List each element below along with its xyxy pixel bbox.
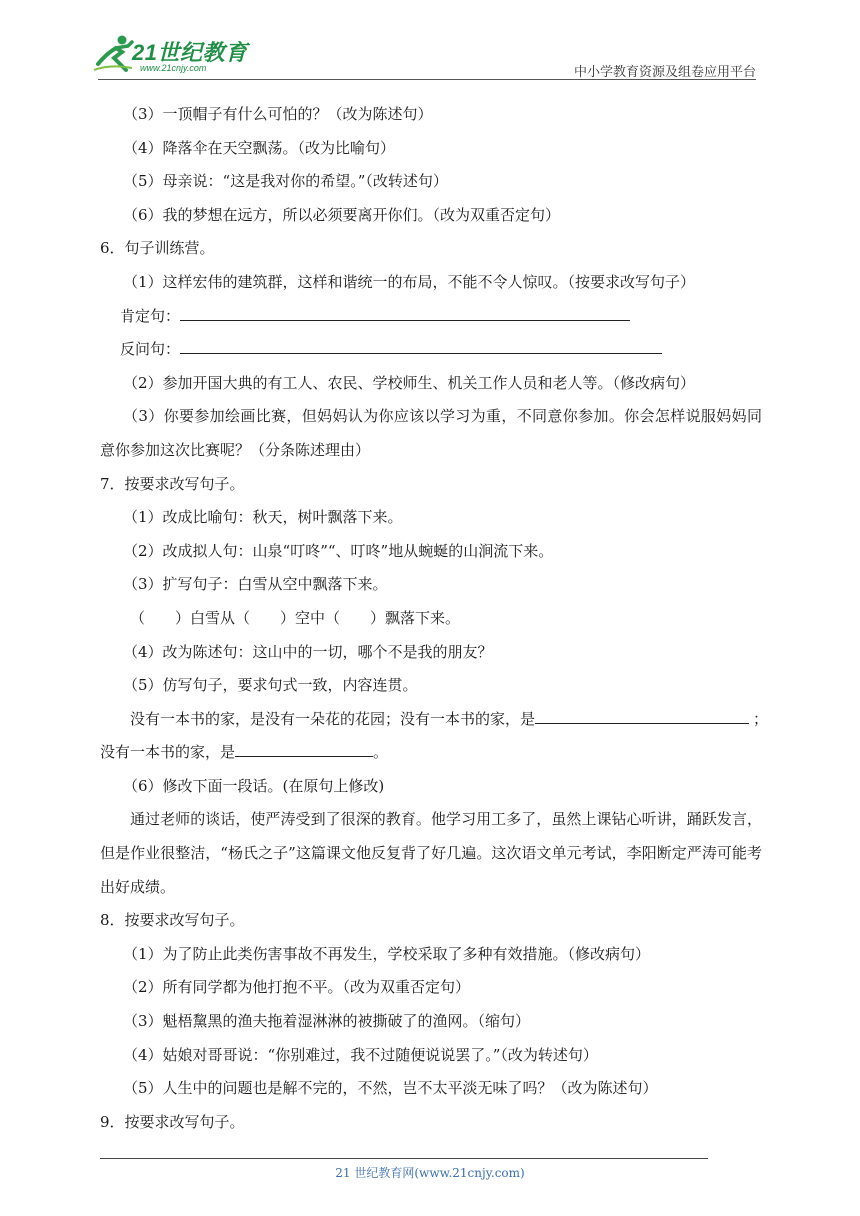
question-line: （4）改为陈述句：这山中的一切，哪个不是我的朋友？ bbox=[123, 642, 493, 661]
answer-blank[interactable] bbox=[180, 302, 630, 321]
question-line: （1）为了防止此类伤害事故不再发生，学校采取了多种有效措施。（修改病句） bbox=[123, 944, 651, 963]
question-line: （2）改成拟人句：山泉“叮咚”“、叮咚”地从蜿蜒的山涧流下来。 bbox=[123, 541, 554, 560]
answer-line bbox=[100, 333, 762, 367]
answer-line bbox=[100, 300, 762, 334]
question-line: （5）母亲说：“这是我对你的希望。”（改转述句） bbox=[123, 172, 448, 191]
site-logo bbox=[92, 34, 262, 78]
question-line: （2）所有同学都为他打抱不平。（改为双重否定句） bbox=[123, 978, 471, 997]
question-line: （3）魁梧黧黑的渔夫拖着湿淋淋的被撕破了的渔网。（缩句） bbox=[123, 1012, 531, 1031]
question-line: （5）仿写句子，要求句式一致，内容连贯。 bbox=[123, 676, 418, 695]
answer-blank[interactable] bbox=[235, 738, 373, 757]
question-heading: 6．句子训练营。 bbox=[100, 239, 215, 258]
footer-divider bbox=[100, 1158, 708, 1159]
question-line: （1）这样宏伟的建筑群，这样和谐统一的布局，不能不令人惊叹。（按要求改写句子） bbox=[123, 272, 696, 291]
answer-label: 反问句： bbox=[120, 340, 181, 359]
imitation-text: 没有一本书的家，是没有一朵花的花园；没有一本书的家，是 bbox=[130, 709, 536, 728]
question-paragraph: （3）你要参加绘画比赛，但妈妈认为你应该以学习为重，不同意你参加。你会怎样说服妈妈同意你参加这次比赛呢？（分条陈述理由） bbox=[100, 407, 762, 459]
imitation-text: 没有一本书的家，是 bbox=[100, 743, 236, 762]
answer-label: 肯定句： bbox=[120, 306, 181, 325]
question-line: （1）改成比喻句：秋天，树叶飘落下来。 bbox=[123, 508, 403, 527]
question-heading: 8．按要求改写句子。 bbox=[100, 911, 245, 930]
fill-blank-line: （ ）白雪从（ ）空中（ ）飘落下来。 bbox=[130, 608, 461, 627]
runner-logo-icon bbox=[92, 34, 136, 74]
punctuation: ； bbox=[753, 709, 769, 728]
question-line: （6）修改下面一段话。(在原句上修改) bbox=[123, 776, 385, 795]
question-line: （2）参加开国大典的有工人、农民、学校师生、机关工作人员和老人等。（修改病句） bbox=[123, 373, 696, 392]
header-divider bbox=[98, 79, 756, 80]
page-header bbox=[0, 0, 860, 82]
question-line: （3）扩写句子：白雪从空中飘落下来。 bbox=[123, 575, 388, 594]
page-footer: 21 世纪教育网(www.21cnjy.com) bbox=[335, 1166, 525, 1180]
document-body bbox=[100, 98, 769, 1139]
answer-blank[interactable] bbox=[535, 705, 749, 724]
logo-url: www.21cnjy.com bbox=[140, 63, 207, 73]
question-heading: 9．按要求改写句子。 bbox=[100, 1112, 245, 1131]
question-line: （5）人生中的问题也是解不完的，不然，岂不太平淡无味了吗？（改为陈述句） bbox=[123, 1079, 658, 1098]
question-line: （6）我的梦想在远方，所以必须要离开你们。（改为双重否定句） bbox=[123, 205, 561, 224]
question-heading: 7．按要求改写句子。 bbox=[100, 474, 245, 493]
revise-paragraph: 通过老师的谈话，使严涛受到了很深的教育。他学习用工多了，虽然上课钻心听讲，踊跃发言，但是作业很整洁，“杨氏之子”这篇课文他反复背了好几遍。这次语文单元考试，李阳断定严涛可能考出好成绩。 bbox=[100, 810, 762, 896]
question-line: （4）降落伞在天空飘荡。（改为比喻句） bbox=[123, 138, 396, 157]
platform-title: 中小学教育资源及组卷应用平台 bbox=[573, 65, 756, 80]
question-line: （4）姑娘对哥哥说：“你别难过，我不过随便说说罢了。”（改为转述句） bbox=[123, 1045, 598, 1064]
imitation-line bbox=[100, 703, 769, 737]
punctuation: 。 bbox=[373, 743, 389, 762]
answer-blank[interactable] bbox=[180, 335, 662, 354]
question-line: （3）一顶帽子有什么可怕的？（改为陈述句） bbox=[123, 105, 433, 123]
imitation-line bbox=[100, 736, 762, 770]
logo-text: 21世纪教育 bbox=[132, 40, 248, 65]
